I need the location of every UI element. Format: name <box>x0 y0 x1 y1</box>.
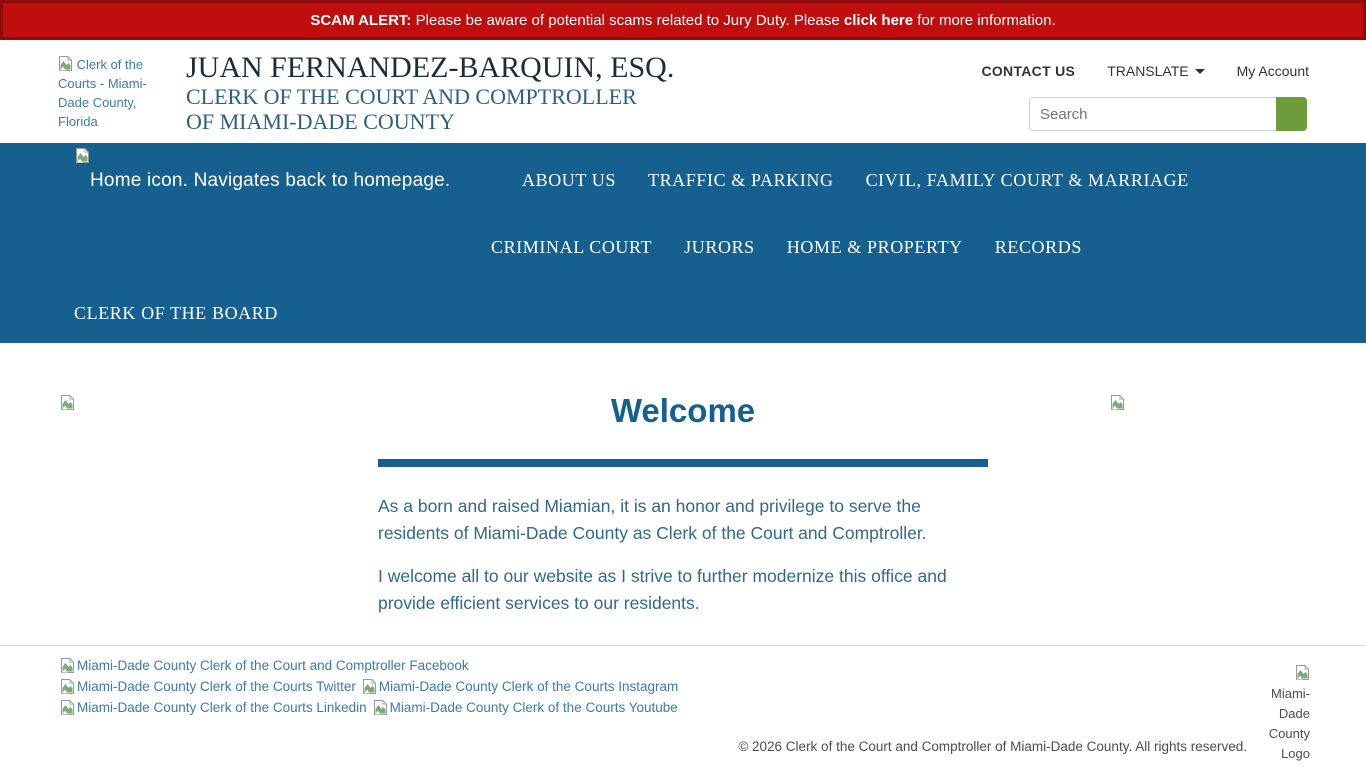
nav-row-3 <box>0 301 1366 326</box>
translate-label: TRANSLATE <box>1107 63 1189 79</box>
nav-home-link[interactable]: Home icon. Navigates back to homepage. <box>90 170 451 191</box>
translate-dropdown[interactable] <box>1107 63 1204 79</box>
nav-item-traffic-parking[interactable]: TRAFFIC & PARKING <box>647 170 834 190</box>
facebook-link-label: Miami-Dade County Clerk of the Court and Comptroller Facebook <box>77 658 469 673</box>
search-input[interactable] <box>1029 97 1276 131</box>
broken-image-icon <box>1295 664 1310 681</box>
welcome-paragraph-2: I welcome all to our website as I strive to further modernize this office and provide efficient services to our residents. <box>378 566 947 613</box>
site-subtitle-line2: OF MIAMI-DADE COUNTY <box>186 109 455 134</box>
broken-image-icon <box>58 55 73 72</box>
page-title: Welcome <box>610 392 756 429</box>
header-logo-link[interactable] <box>58 55 164 131</box>
alert-text <box>310 12 1055 29</box>
broken-image-icon <box>60 657 75 674</box>
utility-nav <box>981 63 1309 79</box>
nav-row-2 <box>0 235 1366 260</box>
heading-divider-bar <box>378 459 988 467</box>
broken-image-icon <box>362 678 377 695</box>
site-title: JUAN FERNANDEZ-BARQUIN, ESQ. <box>186 51 675 84</box>
header-titles <box>186 52 674 134</box>
nav-item-civil-family-court-marriage[interactable]: CIVIL, FAMILY COURT & MARRIAGE <box>865 170 1189 190</box>
county-logo-link[interactable] <box>1256 664 1310 764</box>
nav-item-about-us[interactable]: ABOUT US <box>522 170 616 190</box>
alert-suffix: for more information. <box>913 11 1056 29</box>
alert-prefix: SCAM ALERT: <box>310 11 412 29</box>
my-account-link[interactable]: My Account <box>1236 63 1309 79</box>
linkedin-link[interactable] <box>60 699 367 716</box>
social-row-2 <box>60 676 678 697</box>
broken-image-icon <box>60 699 75 716</box>
nav-item-records[interactable]: RECORDS <box>994 237 1082 257</box>
social-row-1 <box>60 655 678 676</box>
chevron-down-icon <box>1195 69 1205 74</box>
nav-row-1 <box>0 143 1366 193</box>
copyright-text: © 2026 Clerk of the Court and Comptroller of Miami-Dade County. All rights reserved. <box>738 739 1247 754</box>
broken-image-icon <box>1110 394 1125 411</box>
site-footer <box>0 645 1366 768</box>
nav-item-home-property[interactable]: HOME & PROPERTY <box>786 237 963 257</box>
welcome-paragraph-1: As a born and raised Miamian, it is an honor and privilege to serve the residents of Miami-Dade County as Clerk of the Court and Comptroller. <box>378 496 927 543</box>
welcome-section <box>378 391 988 617</box>
search-bar <box>1029 97 1307 131</box>
linkedin-link-label: Miami-Dade County Clerk of the Courts Linkedin <box>77 700 367 715</box>
social-links <box>60 655 678 718</box>
nav-item-jurors[interactable]: JURORS <box>684 237 755 257</box>
site-subtitle-line1: CLERK OF THE COURT AND COMPTROLLER <box>186 84 637 109</box>
search-button[interactable] <box>1276 97 1307 131</box>
youtube-link[interactable] <box>373 699 678 716</box>
main-content <box>0 343 1366 645</box>
nav-item-clerk-of-the-board[interactable]: CLERK OF THE BOARD <box>74 303 278 323</box>
site-header <box>0 40 1366 143</box>
scam-alert-banner <box>0 0 1366 40</box>
social-row-3 <box>60 697 678 718</box>
county-logo-alt-text: Miami-Dade County Logo <box>1268 686 1310 761</box>
alert-click-here-link[interactable]: click here <box>843 11 914 29</box>
nav-item-criminal-court[interactable]: CRIMINAL COURT <box>491 237 653 257</box>
youtube-link-label: Miami-Dade County Clerk of the Courts Youtube <box>389 700 678 715</box>
main-navigation <box>0 143 1366 343</box>
broken-image-icon <box>373 699 388 716</box>
broken-image-icon <box>75 147 90 164</box>
broken-image-icon <box>60 678 75 695</box>
twitter-link[interactable] <box>60 678 356 695</box>
alert-body: Please be aware of potential scams related to Jury Duty. Please <box>411 11 844 29</box>
facebook-link[interactable] <box>60 657 469 674</box>
instagram-link[interactable] <box>362 678 678 695</box>
broken-image-icon <box>60 394 75 411</box>
contact-us-link[interactable]: CONTACT US <box>981 63 1076 79</box>
twitter-link-label: Miami-Dade County Clerk of the Courts Twitter <box>77 679 356 694</box>
header-logo-alt-text: Clerk of the Courts - Miami-Dade County, Florida <box>58 57 147 129</box>
instagram-link-label: Miami-Dade County Clerk of the Courts Instagram <box>378 679 679 694</box>
